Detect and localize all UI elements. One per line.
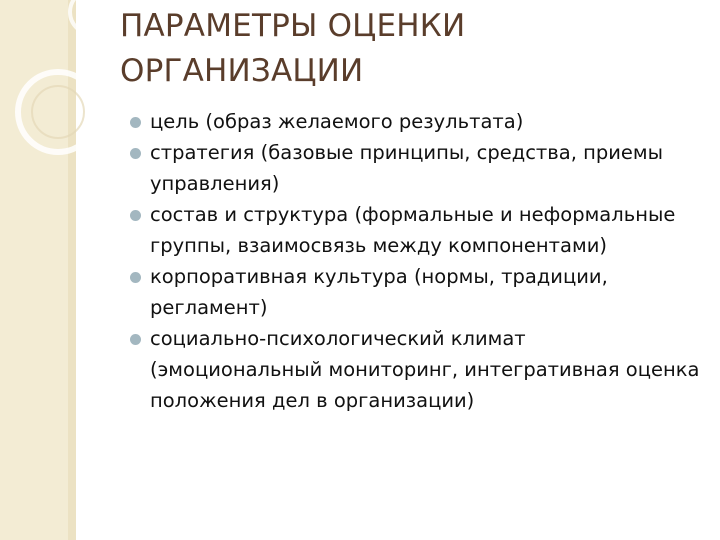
bullet-text: цель (образ желаемого результата) [150, 110, 524, 133]
bullet-item [130, 199, 700, 261]
bullet-item [130, 106, 700, 137]
bullet-dot-icon [130, 272, 141, 283]
bullet-item [130, 137, 700, 199]
slide-title [120, 4, 690, 94]
bullet-dot-icon [130, 334, 141, 345]
bullet-item [130, 323, 700, 416]
bullet-item [130, 261, 700, 323]
bullet-dot-icon [130, 117, 141, 128]
left-panel-stripe [68, 0, 76, 540]
bullet-text: социально-психологический климат (эмоциональный мониторинг, интегративная оценка положения дел в организации) [150, 327, 700, 412]
slide-title-line-1: ПАРАМЕТРЫ ОЦЕНКИ [120, 8, 466, 44]
bullet-list [130, 106, 700, 416]
left-decorative-panel [0, 0, 76, 540]
bullet-dot-icon [130, 210, 141, 221]
slide-title-line-2: ОРГАНИЗАЦИИ [120, 53, 364, 89]
bullet-text: состав и структура (формальные и неформальные группы, взаимосвязь между компонентами) [150, 203, 676, 257]
decorative-ring-small [70, 0, 114, 34]
bullet-text: стратегия (базовые принципы, средства, приемы управления) [150, 141, 664, 195]
bullet-text: корпоративная культура (нормы, традиции, регламент) [150, 265, 608, 319]
bullet-dot-icon [130, 148, 141, 159]
